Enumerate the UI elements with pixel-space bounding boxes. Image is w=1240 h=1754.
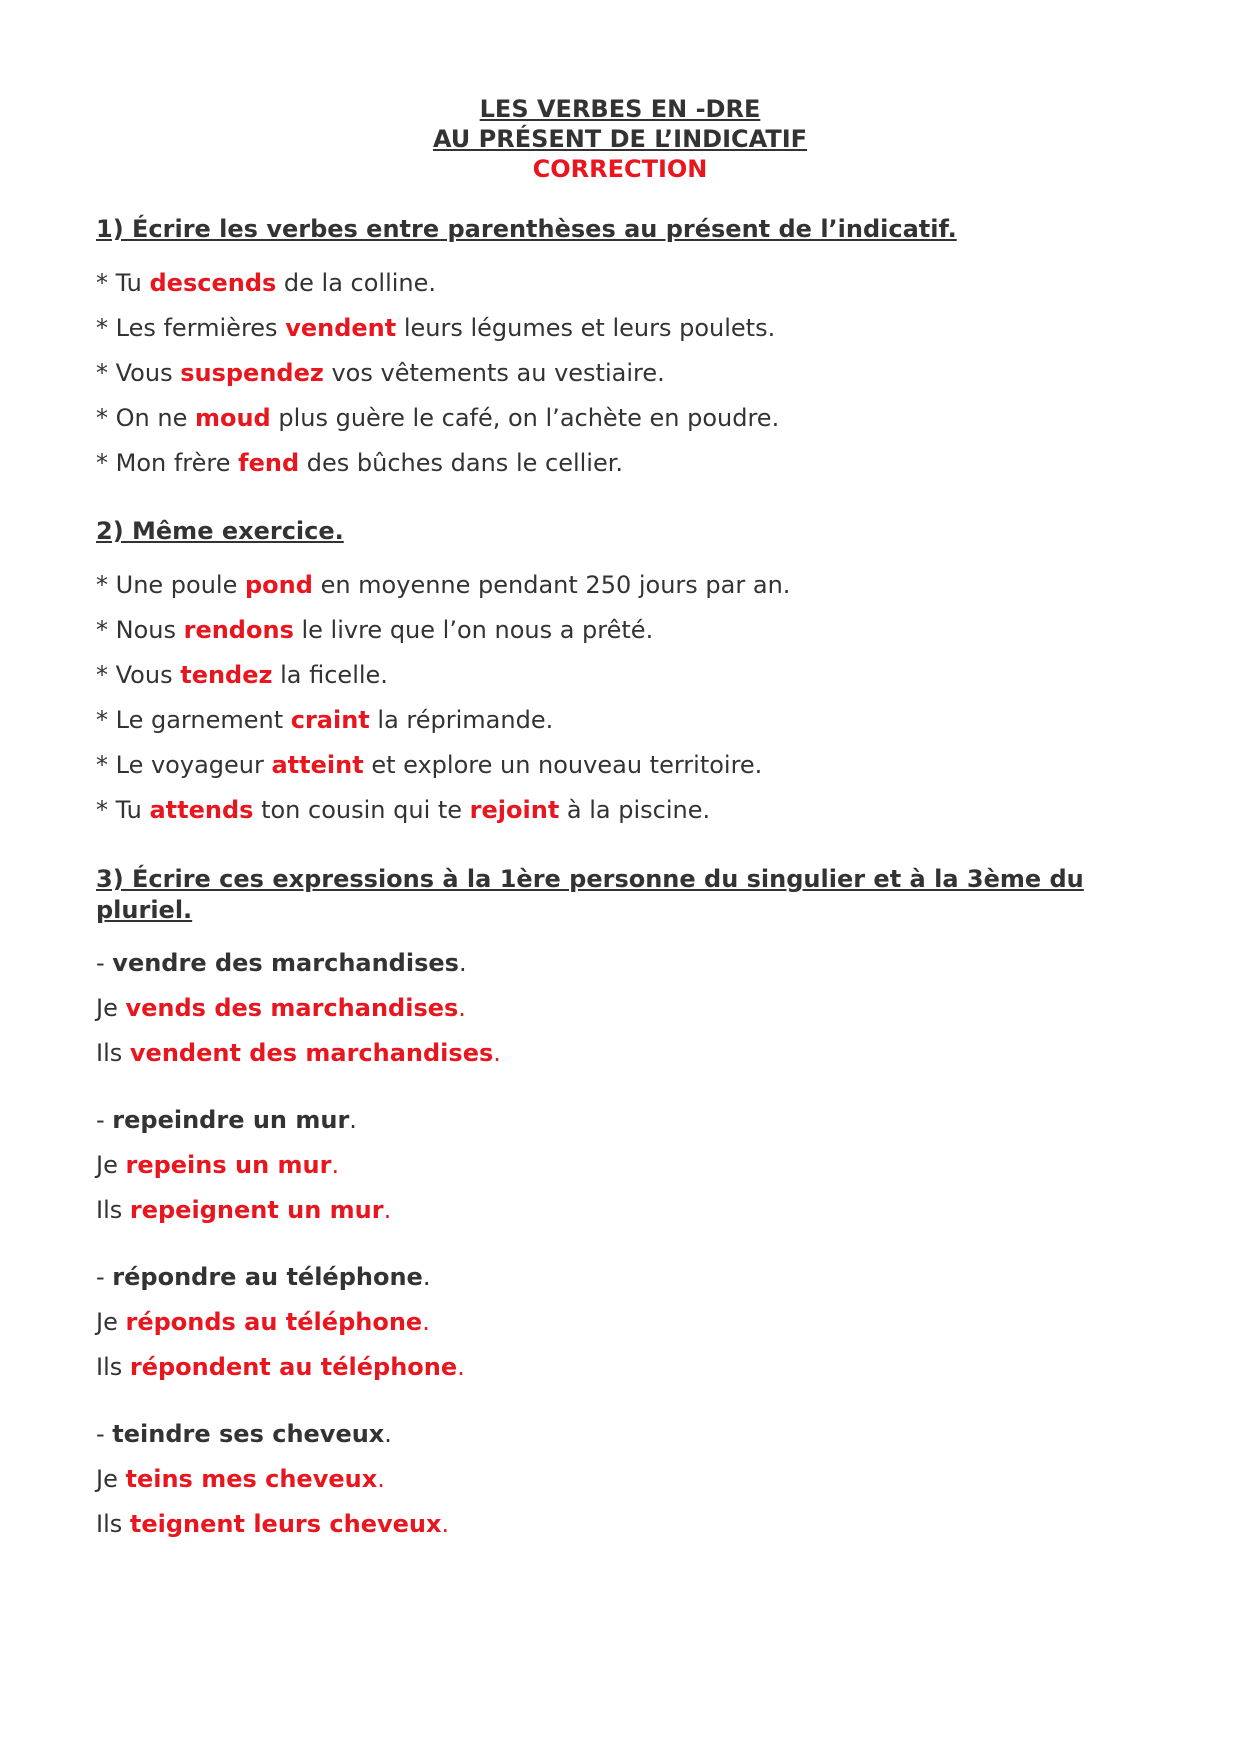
sentence [96,660,1144,690]
sentence [96,268,1144,298]
prompt-period: . [384,1420,392,1448]
prompt-dash: - [96,1420,113,1448]
answer-verb: atteint [271,751,364,779]
sentence-text: * Mon frère [96,449,239,477]
sentence [96,795,1144,825]
expression-prompt [96,1262,1144,1292]
answer-ils [96,1352,1144,1382]
answer-verb: tendez [180,661,273,689]
sentence-text: la ficelle. [272,661,388,689]
pronoun: Ils [96,1510,130,1538]
section-2-sentences [96,570,1144,825]
sentence-text: des bûches dans le cellier. [299,449,624,477]
title-block [96,94,1144,184]
expression-group [96,1105,1144,1225]
expression-prompt [96,948,1144,978]
prompt-dash: - [96,1106,113,1134]
sentence-text: et explore un nouveau territoire. [363,751,763,779]
sentence-text: ton cousin qui te [253,796,470,824]
title-line-1: LES VERBES EN -DRE [479,95,761,123]
answer-verb: rendons [183,616,294,644]
answer-je [96,993,1144,1023]
expression-group [96,1262,1144,1382]
sentence-text: * On ne [96,404,195,432]
answer-je [96,1464,1144,1494]
answer-verb: craint [290,706,370,734]
answer-ils [96,1509,1144,1539]
answer-text: repeins un mur [125,1151,332,1179]
sentence-text: leurs légumes et leurs poulets. [396,314,776,342]
answer-period: . [383,1196,392,1224]
sentence-text: la réprimande. [369,706,554,734]
answer-ils [96,1038,1144,1068]
prompt-period: . [349,1106,357,1134]
answer-verb: moud [194,404,271,432]
answer-period: . [458,994,466,1022]
sentence-text: vos vêtements au vestiaire. [323,359,665,387]
prompt-period: . [458,949,467,977]
sentence-text: * Tu [96,796,150,824]
title-line-2: AU PRÉSENT DE L’INDICATIF [432,125,808,153]
sentence-text: * Les fermières [96,314,286,342]
sentence [96,615,1144,645]
sentence [96,313,1144,343]
expression-prompt [96,1419,1144,1449]
pronoun: Je [96,1465,126,1493]
pronoun: Ils [96,1196,130,1224]
pronoun: Je [96,1308,126,1336]
answer-verb: rejoint [469,796,560,824]
pronoun: Ils [96,1353,130,1381]
answer-period: . [493,1039,501,1067]
sentence [96,448,1144,478]
sentence-text: le livre que l’on nous a prêté. [293,616,654,644]
section-3-heading [96,864,1144,926]
answer-verb: suspendez [180,359,324,387]
expression-group [96,1419,1144,1539]
answer-text: teignent leurs cheveux [129,1510,442,1538]
prompt-dash: - [96,949,113,977]
answer-verb: fend [238,449,300,477]
answer-period: . [441,1510,450,1538]
sentence-text: * Tu [96,269,150,297]
answer-text: repeignent un mur [129,1196,384,1224]
answer-text: réponds au téléphone [125,1308,423,1336]
answer-text: vends des marchandises [125,994,459,1022]
answer-period: . [422,1308,430,1336]
sentence [96,358,1144,388]
section-3-heading-line-2: pluriel. [96,896,193,924]
answer-je [96,1307,1144,1337]
sentence-text: * Le garnement [96,706,291,734]
section-1-sentences [96,268,1144,478]
answer-text: répondent au téléphone [129,1353,458,1381]
answer-verb: vendent [285,314,397,342]
answer-period: . [377,1465,385,1493]
answer-period: . [331,1151,340,1179]
prompt-text: repeindre un mur [112,1106,350,1134]
correction-label: CORRECTION [532,155,708,183]
sentence [96,570,1144,600]
answer-je [96,1150,1144,1180]
sentence [96,403,1144,433]
answer-ils [96,1195,1144,1225]
answer-verb: descends [149,269,277,297]
sentence-text: de la colline. [276,269,437,297]
sentence [96,705,1144,735]
answer-verb: attends [149,796,254,824]
worksheet-page [96,94,1144,1539]
expression-prompt [96,1105,1144,1135]
expression-group [96,948,1144,1068]
sentence-text: * Vous [96,661,181,689]
section-1-heading: 1) Écrire les verbes entre parenthèses au présent de l’indicatif. [96,215,957,243]
answer-text: teins mes cheveux [125,1465,378,1493]
sentence [96,750,1144,780]
pronoun: Je [96,994,126,1022]
sentence-text: en moyenne pendant 250 jours par an. [312,571,791,599]
sentence-text: plus guère le café, on l’achète en poudre. [270,404,780,432]
answer-text: vendent des marchandises [129,1039,494,1067]
section-2-heading: 2) Même exercice. [96,517,344,545]
pronoun: Je [96,1151,126,1179]
prompt-dash: - [96,1263,113,1291]
answer-verb: pond [245,571,313,599]
sentence-text: * Une poule [96,571,245,599]
sentence-text: * Le voyageur [96,751,272,779]
section-3-heading-line-1: 3) Écrire ces expressions à la 1ère personne du singulier et à la 3ème du [96,865,1084,893]
sentence-text: * Nous [96,616,184,644]
section-3-groups [96,948,1144,1539]
pronoun: Ils [96,1039,130,1067]
sentence-text: * Vous [96,359,181,387]
sentence-text: à la piscine. [559,796,711,824]
prompt-text: vendre des marchandises [112,949,459,977]
answer-period: . [457,1353,465,1381]
prompt-period: . [422,1263,431,1291]
prompt-text: teindre ses cheveux [112,1420,385,1448]
prompt-text: répondre au téléphone [112,1263,423,1291]
